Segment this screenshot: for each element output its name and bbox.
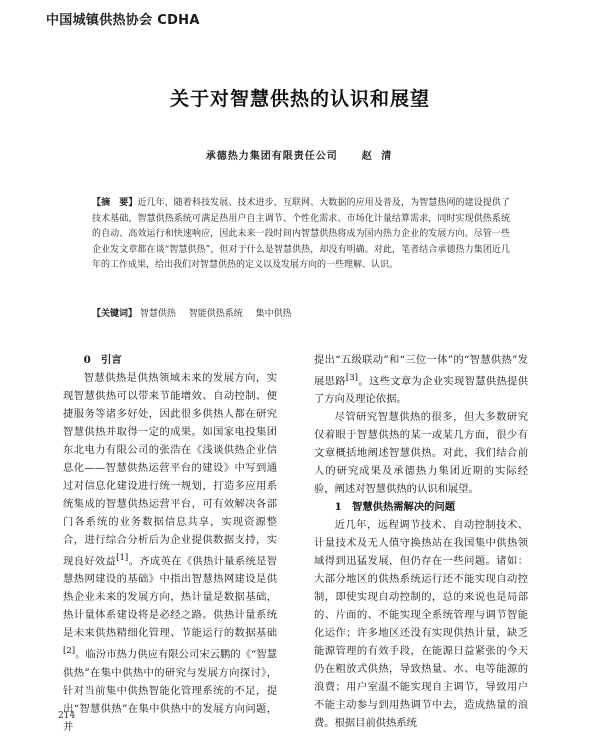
citation: [2]	[63, 646, 76, 657]
article-title: 关于对智慧供热的认识和展望	[169, 88, 430, 110]
citation: [3]	[345, 373, 359, 383]
keywords	[92, 307, 510, 321]
page-number: 214	[58, 711, 76, 721]
paragraph: 近几年，远程调节技术、自动控制技术、计量技术及无人值守换热站在我国集中供热领域得到迅猛发展，但仍存在一些问题。诸如：大部分地区的供热系统运行还不能实现自动控制，即使实现自动控制的，总的来说也是局部的、片面的、不能实现全系统管理与调节智能化运作；许多地区还没有实现供热计量，缺乏能源管理的有效手段，在能源日益紧张的今天仍在粗放式供热，导致热量、水、电等能源的浪费；用户室温不能实现自主调节，导致用户不能主动参与到用热调节中去，造成热量的浪费。根据目前供热系统	[314, 519, 528, 730]
section-heading-1: 1 智慧供热需解决的问题	[334, 501, 456, 514]
left-column	[63, 351, 277, 736]
paragraph: 提出“五级联动”和“三位一体”的“智慧供热”发展思路[3]。这些文章为企业实现智慧供热提供了方向及理论依据。	[314, 354, 529, 406]
keyword: 集中供热	[255, 309, 292, 319]
keywords-label: 【关键词】	[92, 309, 138, 319]
journal-header: 中国城镇供热协会 CDHA	[46, 13, 200, 28]
keyword: 智慧供热	[139, 309, 176, 319]
byline	[0, 147, 600, 162]
abstract	[92, 196, 510, 274]
right-column	[314, 351, 528, 732]
abstract-text: 近几年，随着科技发展、技术进步，互联网、大数据的应用及普及，为智慧热网的建设提供了技术基础，智慧供热系统可满足热用户自主调节、个性化需求、市场化计量结算需求，同时实现供热系统的自动、高效运行和快速响应，因此未来一段时间内智慧供热将成为国内热力企业的发展方向。尽管一些企业发文章都在谈“智慧供热”，但对于什么是智慧供热，却没有明确。对此，笔者结合承德热力集团近几年的工作成果，给出我们对智慧供热的定义以及发展方向的一些理解、认识。	[92, 198, 510, 270]
paragraph: 智慧供热是供热领域未来的发展方向，实现智慧供热可以带来节能增效、自动控制、便捷服务等诸多好处，因此很多供热人都在研究智慧供热并取得一定的成果。如国家电投集团东北电力有限公司的张浩在《浅谈供热企业信息化——智慧供热运营平台的建设》中写到通过对信息化建设进行统一规划，打造多应用系统集成的智慧供热运营平台，可有效解决各部门各系统的业务数据信息共享，实现资源整合，进行综合分析后为企业提供数据支持，实现良好效益[1]。齐成英在《供热计量系统是智慧热网建设的基础》中指出智慧热网建设是供热企业未来的发展方向，热计量是数据基础，热计量体系建设将是必经之路。供热计量系统是未来供热精细化管理、节能运行的数据基础[2]。临汾市热力供应有限公司宋云鹏的《“智慧供热”在集中供热中的研究与发展方向探讨》，针对当前集中供热智能化管理系统的不足，提出“智慧供热”在集中供热中的发展方向问题，并	[63, 372, 278, 733]
citation: [1]	[116, 553, 129, 563]
affiliation: 承德热力集团有限责任公司	[205, 151, 338, 162]
section-heading-intro: 0 引言	[83, 354, 122, 366]
paragraph: 尽管研究智慧供热的很多，但大多数研究仅着眼于智慧供热的某一或某几方面，很少有文章概括地阐述智慧供热。对此，我们结合前人的研究成果及承德热力集团近期的实际经验，阐述对智慧供热的认识和展望。	[314, 411, 528, 496]
abstract-label: 【摘 要】	[92, 198, 138, 208]
keyword: 智能供热系统	[188, 309, 243, 319]
author-name: 赵 清	[361, 151, 395, 162]
